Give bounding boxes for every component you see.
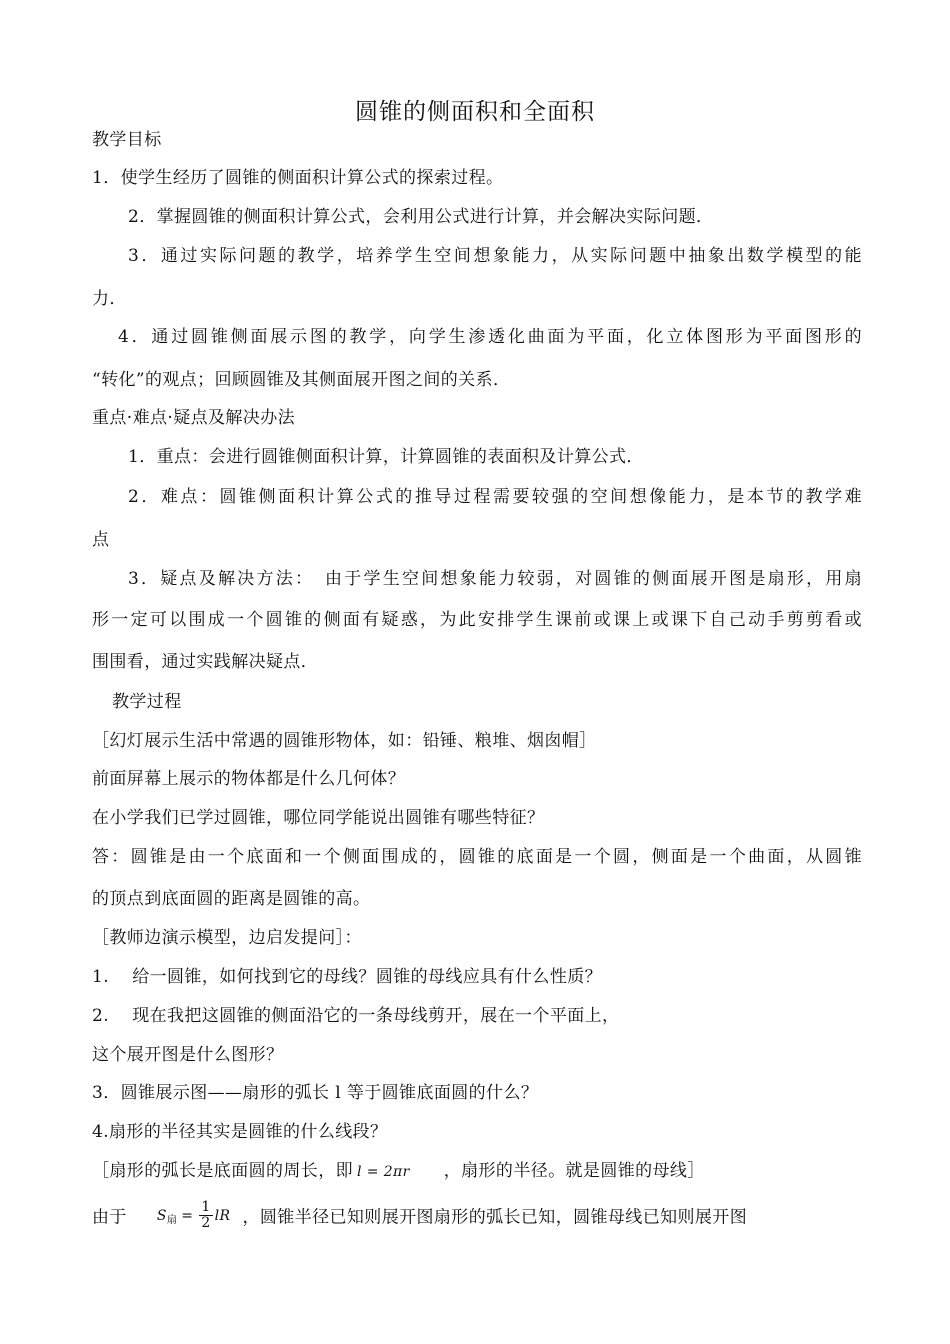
key-point-1: 1．重点：会进行圆锥侧面积计算，计算圆锥的表面积及计算公式． (128, 447, 644, 467)
process-q-item-2-cont: 这个展开图是什么图形？ (92, 1045, 284, 1065)
goal-item-1: 1．使学生经历了圆锥的侧面积计算公式的探索过程。 (92, 168, 504, 188)
arc-length-formula: l = 2πr (357, 1164, 410, 1180)
process-question-2: 在小学我们已学过圆锥，哪位同学能说出圆锥有哪些特征？ (92, 808, 545, 828)
process-answer-cont: 的顶点到底面圆的距离是圆锥的高。 (92, 889, 371, 909)
process-q-item-2: 2. 现在我把这圆锥的侧面沿它的一条母线剪开，展在一个平面上， (92, 1006, 620, 1026)
goal-item-4: 4．通过圆锥侧面展示图的教学，向学生渗透化曲面为平面，化立体图形为平面图形的 (118, 327, 862, 347)
heading-key-points: 重点·难点·疑点及解决办法 (92, 408, 296, 428)
goal-item-2: 2．掌握圆锥的侧面积计算公式，会利用公式进行计算，并会解决实际问题． (128, 207, 714, 227)
key-point-2: 2．难点：圆锥侧面积计算公式的推导过程需要较强的空间想像能力，是本节的教学难 (128, 487, 862, 507)
document-title: 圆锥的侧面积和全面积 (355, 99, 595, 125)
key-point-3-cont-1: 形一定可以围成一个圆锥的侧面有疑惑，为此安排学生课前或课上或课下自己动手剪剪看或 (92, 610, 862, 630)
sector-area-note-start: 由于 (92, 1207, 127, 1228)
arc-length-note-start: ［扇形的弧长是底面圆的周长，即 (92, 1161, 353, 1181)
process-answer: 答：圆锥是由一个底面和一个侧面围成的，圆锥的底面是一个圆，侧面是一个曲面，从圆锥 (92, 847, 862, 867)
goal-item-4-cont: “转化”的观点；回顾圆锥及其侧面展开图之间的关系． (92, 370, 511, 390)
goal-item-3: 3．通过实际问题的教学，培养学生空间想象能力，从实际问题中抽象出数学模型的能 (128, 246, 862, 266)
process-slide-note: ［幻灯展示生活中常遇的圆锥形物体，如：铅锤、粮堆、烟囱帽］ (92, 731, 597, 751)
process-q-item-1: 1. 给一圆锥，如何找到它的母线？圆锥的母线应具有什么性质？ (92, 967, 603, 987)
heading-teaching-goals: 教学目标 (92, 130, 162, 150)
process-q-item-3: 3．圆锥展示图——扇形的弧长 l 等于圆锥底面圆的什么？ (92, 1083, 539, 1103)
sector-area-note (92, 1198, 862, 1238)
sector-area-note-end: ，圆锥半径已知则展开图扇形的弧长已知，圆锥母线已知则展开图 (242, 1207, 748, 1228)
sector-area-formula: $S_扇$ = $\frac{1}{2}$ lR (156, 1199, 231, 1231)
key-point-3: 3．疑点及解决方法： 由于学生空间想象能力较弱，对圆锥的侧面展开图是扇形，用扇 (128, 569, 862, 589)
process-question-1: 前面屏幕上展示的物体都是什么几何体？ (92, 769, 406, 789)
process-q-item-4: 4.扇形的半径其实是圆锥的什么线段？ (92, 1122, 388, 1142)
heading-teaching-process: 教学过程 (112, 692, 182, 712)
fraction: $\frac{1}{2}$ (201, 1199, 211, 1231)
key-point-2-cont: 点 (92, 530, 110, 550)
key-point-3-cont-2: 围围看，通过实践解决疑点． (92, 652, 319, 672)
process-teacher-note: ［教师边演示模型，边启发提问］： (92, 928, 362, 948)
arc-length-note (92, 1159, 862, 1184)
goal-item-3-cont: 力． (92, 289, 127, 309)
arc-length-note-end: ，扇形的半径。就是圆锥的母线］ (443, 1161, 705, 1181)
